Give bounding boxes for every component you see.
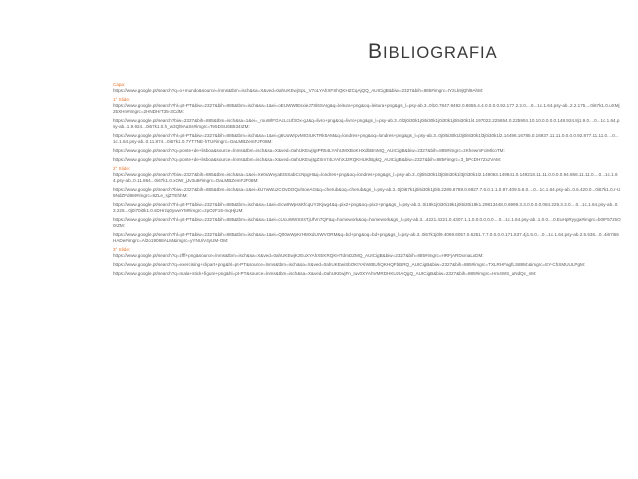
reference-link[interactable]: https://www.google.pt/search?hl=pt-PT&biw=2327&bih=885&tbm=isch&sa=1&ei=Ecw9WpssKfcqUY2Kjwg4&q=pix2+png&oq=pix2+png&gs_l=psy-ab.3..0i19k1j0i30i19k1j0i5i30i19k1.29813448.0.6999.3.3.0.0.0.0.084.229.3.3.0....0...1c.1.64.psy-ab..0.3.226...0j0i70i0k1.0.sDHrzq0ywwYM#imgrc=zpOzF15-mqHjUM: bbox=[113, 202, 619, 213]
section-heading: 3° Slide: bbox=[113, 247, 131, 252]
reference-link[interactable]: https://www.google.pt/search?biw=2327&bih=885&tbm=isch&sa=1&ei=Xe0uWvyaEtSSabCcNpgH&q=londres+png&oq=londres+png&gs_l=psy-ab.3..0j0i5i30k1l3j0i8i30k1l3j0i30k1l2.149063.149841.0.149218.11.11.0.0.0.0.94.866.11.11.0....0...1c.1.64.psy-ab..0.11.864...0i67k1.0.xOW_jJv3u8#imgrc=OaLMBZemFJF08M: bbox=[113, 172, 618, 183]
reference-link[interactable]: https://www.google.pt/search?biw=2327&bih=885&tbm=isch&sa=1&ei=kU7wWuzCOvDOQuhIoeAG&q=cherub&oq=cherub&gs_l=psy-ab.3..0j0i67k1j0i5i30k1j0i5.2289.6789.0.6927.7.6.0.1.1.0.97.409.5.6.0....0...1c.1.64.psy-ab..0.6.420.0...0i67k1.0.r-U5NdZFd6M#imgrc=8ZLe_sjZTEhhM: bbox=[113, 187, 621, 198]
reference-section bbox=[113, 82, 621, 94]
references-list bbox=[113, 82, 621, 280]
section-heading: Capa: bbox=[113, 82, 126, 87]
reference-section bbox=[113, 118, 621, 163]
reference-link[interactable]: https://www.google.pt/search?q=ponte+de+lisboa&source=lnms&tbm=isch&sa=X&ved=0ahUKEwjIgZSm74LYAhXJzRQKHUKlBgkQ_AUICigB&biw=2327&bih=885#imgrc=3_bPcDH7ZxzVAM: bbox=[113, 157, 502, 162]
reference-link[interactable]: https://www.google.pt/search?hl=pt-PT&biw=2327&bih=885&tbm=isch&sa=1&ei=oEUWWtEsxieJ7Sl6SAIg&q=leitura+png&oq=leitura+png&gs_l=psy-ab.3..0l10.7847.9492.0.8655.4.4.0.0.0.0.92.177.2.2.0....0...1c.1.64.psy-ab..2.2.175....0i67k1.0.uXMj25XHn#imgrc=2HNDHrT35-3CdM: bbox=[113, 102, 620, 114]
reference-section bbox=[113, 97, 621, 115]
reference-link[interactable]: https://www.google.pt/search?q=zfff+png&source=lnms&tbm=isch&sa=X&ved=0ahUKEwjKzEuXYAhXEKRQKHTdmDZMQ_AUICigB&biw=2327&bih=885#imgrc=HRFjARDxmaLxDM: bbox=[113, 252, 484, 258]
reference-link[interactable]: https://www.google.pt/search?hl=pt-PT&biw=2327&bih=885&tbm=isch&sa=1&ei=cUcuWWSSsTjUfVn7QF&q=homework&oq=homework&gs_l=psy-ab.3...4221.4221.0.4307.1.1.0.0.0.0.0.0....0...1c.1.64.psy-ab..1.0.0....0.EuHpRyyga#imgrc=b0IF57z5O0rZM: bbox=[113, 217, 621, 228]
section-heading: 2° Slide: bbox=[113, 166, 131, 172]
reference-link[interactable]: https://www.google.pt/search?biw=2327&bih=885&tbm=isch&sa=1&ei=_rouWlFGAcLcUf3Ox-gJ&q=livro+png&oq=livro+png&gs_l=psy-ab.3..0l2j0i30k1j0i5i30k1j0i30k1j0i5i30k1l4.197022.225654.0.225904.10.10.0.0.0.0.148.924.8j1.9.0....0...1c.1.64.psy-ab..1.9.924...0i67k1.0.h_w3Ql9AaSs#imgrc=Te5DSU6B534IZM: bbox=[113, 117, 620, 129]
reference-section bbox=[113, 247, 621, 277]
reference-link[interactable]: https://www.google.pt/search?hl=pt-PT&biw=2327&bih=885&tbm=isch&sa=1&ei=g6UuWrpvMIGIUKTRk5AM&q=londres+png&oq=londres+png&gs_l=psy-ab.3..0j0i5i30k1l3j0i8i30k1l3j0i30k1l2.14496.16785.0.16937.11.11.0.0.0.0.92.877.11.11.0....0...1c.1.64.psy-ab..0.11.874...0i67k1.0.7YT7NE-hTU#imgrc=OaLMBZemFJF08M: bbox=[113, 132, 619, 144]
reference-link[interactable]: https://www.google.pt/search?q=o+mundo&source=lnms&tbm=isch&sa=X&ved=0ahUKEwjSpL_V7oLYAhXFShQKHZCqAjQQ_AUICigB&biw=2327&bih=885#imgrc=IYzLk9jQhl9AhM: bbox=[113, 87, 484, 93]
page-title bbox=[368, 40, 498, 64]
reference-link[interactable]: https://www.google.pt/search?q=mala+stick+figure+png&hl=pt-PT&source=lnms&tbm=isch&sa=X&ved=0ahUKEwjFn_Iuv0XYAhVMRDHKUzIAQgQ_AUICigB&biw=2327&bih=885#imgrc=Hm4WS_uNdQc_nM: bbox=[113, 271, 537, 277]
title-rest: IBLIOGRAFIA bbox=[383, 44, 498, 62]
reference-link[interactable]: https://www.google.pt/search?hl=pt-PT&biw=2327&bih=885&tbm=isch&sa=1&ei=Q00wWpKrHMXdUrWVORM&q=bd+png&oq=bd+png&gs_l=psy-ab.3..0i67k1j0l9.4069.6057.0.6251.7.7.0.0.0.0.171.537.4j1.5.0....0...1c.1.64.psy-ab.2.5.536...0..4i67i66HADe#imgrc=Al2o19068ALM&imgrc=yYNUiV4yUM-OM: bbox=[113, 232, 619, 243]
reference-link[interactable]: https://www.google.pt/search?q=exercising+clipart+png&hl=pt-PT&source=lnms&tbm=isch&sa=X&ved=0ahUKEwiSbOKtYAhWBUhQKHQFbBRQ_AUICigB&biw=2327&bih=885#imgrc=TXLRHFagfLS88M:&imgrc=EY-ChSMUULPgM: bbox=[113, 262, 586, 267]
section-heading: 1° Slide: bbox=[113, 97, 131, 102]
reference-link[interactable]: https://www.google.pt/search?q=ponte+de+lisboa&source=lnms&tbm=isch&sa=X&ved=0ahUKEwjIgIPR54LYAhUMXBoKHXdbBmMQ_AUICigB&biw=2327&bih=885#imgrc=zKhewmFciMlcoTM: bbox=[113, 147, 505, 153]
title-initial: B bbox=[368, 40, 384, 63]
reference-section bbox=[113, 166, 621, 244]
